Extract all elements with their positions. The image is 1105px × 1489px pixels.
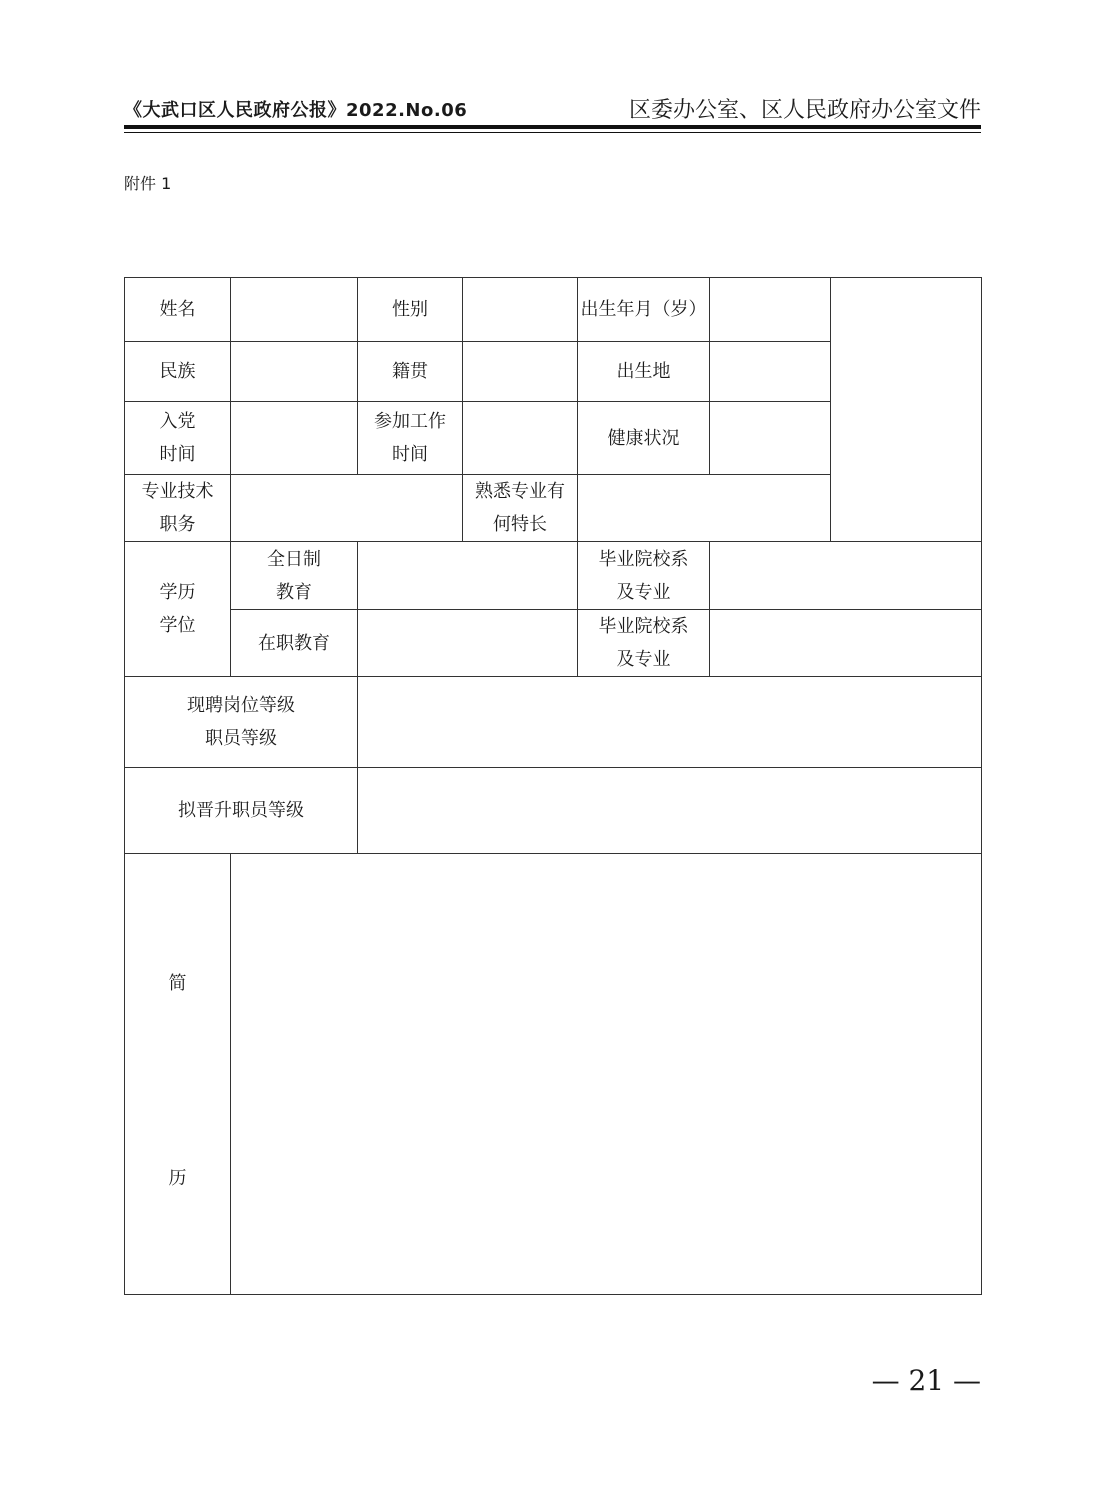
school-major2-field[interactable] [710,610,982,677]
resume-label [125,854,231,1295]
school-major-label-line2: 及专业 [616,581,671,603]
attachment-label: 附件 1 [124,174,172,193]
current-post-label-line1: 现聘岗位等级 [187,695,295,716]
form-row-8 [125,768,982,854]
application-form-table [124,277,982,1295]
onjob-label: 在职教育 [231,610,358,677]
photo-field[interactable] [831,278,982,542]
bulletin-title: 《大武口区人民政府公报》2022.No.06 [124,100,468,121]
tech-title-label-line1: 专业技术 [141,481,214,502]
work-start-label-line2: 时间 [392,444,428,465]
specialty-label [463,475,578,542]
form-row-5 [125,542,982,610]
page-number: — 21 — [871,1364,981,1397]
resume-label-char1: 简 [168,973,187,994]
health-label: 健康状况 [578,402,710,475]
party-join-label-line2: 时间 [159,444,196,465]
birthplace-field[interactable] [710,342,831,402]
issuer-title: 区委办公室、区人民政府办公室文件 [628,98,981,123]
work-start-label-line1: 参加工作 [374,411,446,432]
work-start-label [358,402,463,475]
current-post-label-line2: 职员等级 [205,728,277,749]
header-rule-thin [124,132,981,133]
current-post-field[interactable] [358,677,982,768]
tech-title-label-line2: 职务 [159,514,196,535]
form-row-6 [125,610,982,677]
education-label-line1: 学历 [159,582,196,603]
header-rule-thick [124,125,981,129]
tech-title-label [125,475,231,542]
ethnicity-field[interactable] [231,342,358,402]
birth-label: 出生年月（岁） [578,278,710,342]
school-major-label [578,542,710,610]
onjob-field[interactable] [358,610,578,677]
school-major-label-line1: 毕业院校系 [598,548,689,570]
proposed-grade-label: 拟晋升职员等级 [125,768,358,854]
health-field[interactable] [710,402,831,475]
name-field[interactable] [231,278,358,342]
native-place-field[interactable] [463,342,578,402]
party-join-label [125,402,231,475]
education-label-line2: 学位 [159,615,196,636]
school-major-field[interactable] [710,542,982,610]
fulltime-label-line1: 全日制 [267,548,321,570]
specialty-label-line1: 熟悉专业有 [475,481,565,502]
name-label: 姓名 [125,278,231,342]
gender-label: 性别 [358,278,463,342]
form-row-7 [125,677,982,768]
work-start-field[interactable] [463,402,578,475]
resume-label-char2: 历 [168,1168,187,1189]
fulltime-label [231,542,358,610]
party-join-label-line1: 入党 [159,411,196,432]
birth-field[interactable] [710,278,831,342]
specialty-field[interactable] [578,475,831,542]
birthplace-label: 出生地 [578,342,710,402]
ethnicity-label: 民族 [125,342,231,402]
fulltime-field[interactable] [358,542,578,610]
form-row-9 [125,854,982,1295]
form-row-1 [125,278,982,342]
native-place-label: 籍贯 [358,342,463,402]
current-post-label [125,677,358,768]
education-label [125,542,231,677]
resume-field[interactable] [231,854,982,1295]
fulltime-label-line2: 教育 [276,581,312,603]
party-join-field[interactable] [231,402,358,475]
school-major2-label [578,610,710,677]
school-major2-label-line1: 毕业院校系 [598,616,689,637]
gender-field[interactable] [463,278,578,342]
school-major2-label-line2: 及专业 [616,649,671,670]
tech-title-field[interactable] [231,475,463,542]
specialty-label-line2: 何特长 [493,514,547,535]
proposed-grade-field[interactable] [358,768,982,854]
